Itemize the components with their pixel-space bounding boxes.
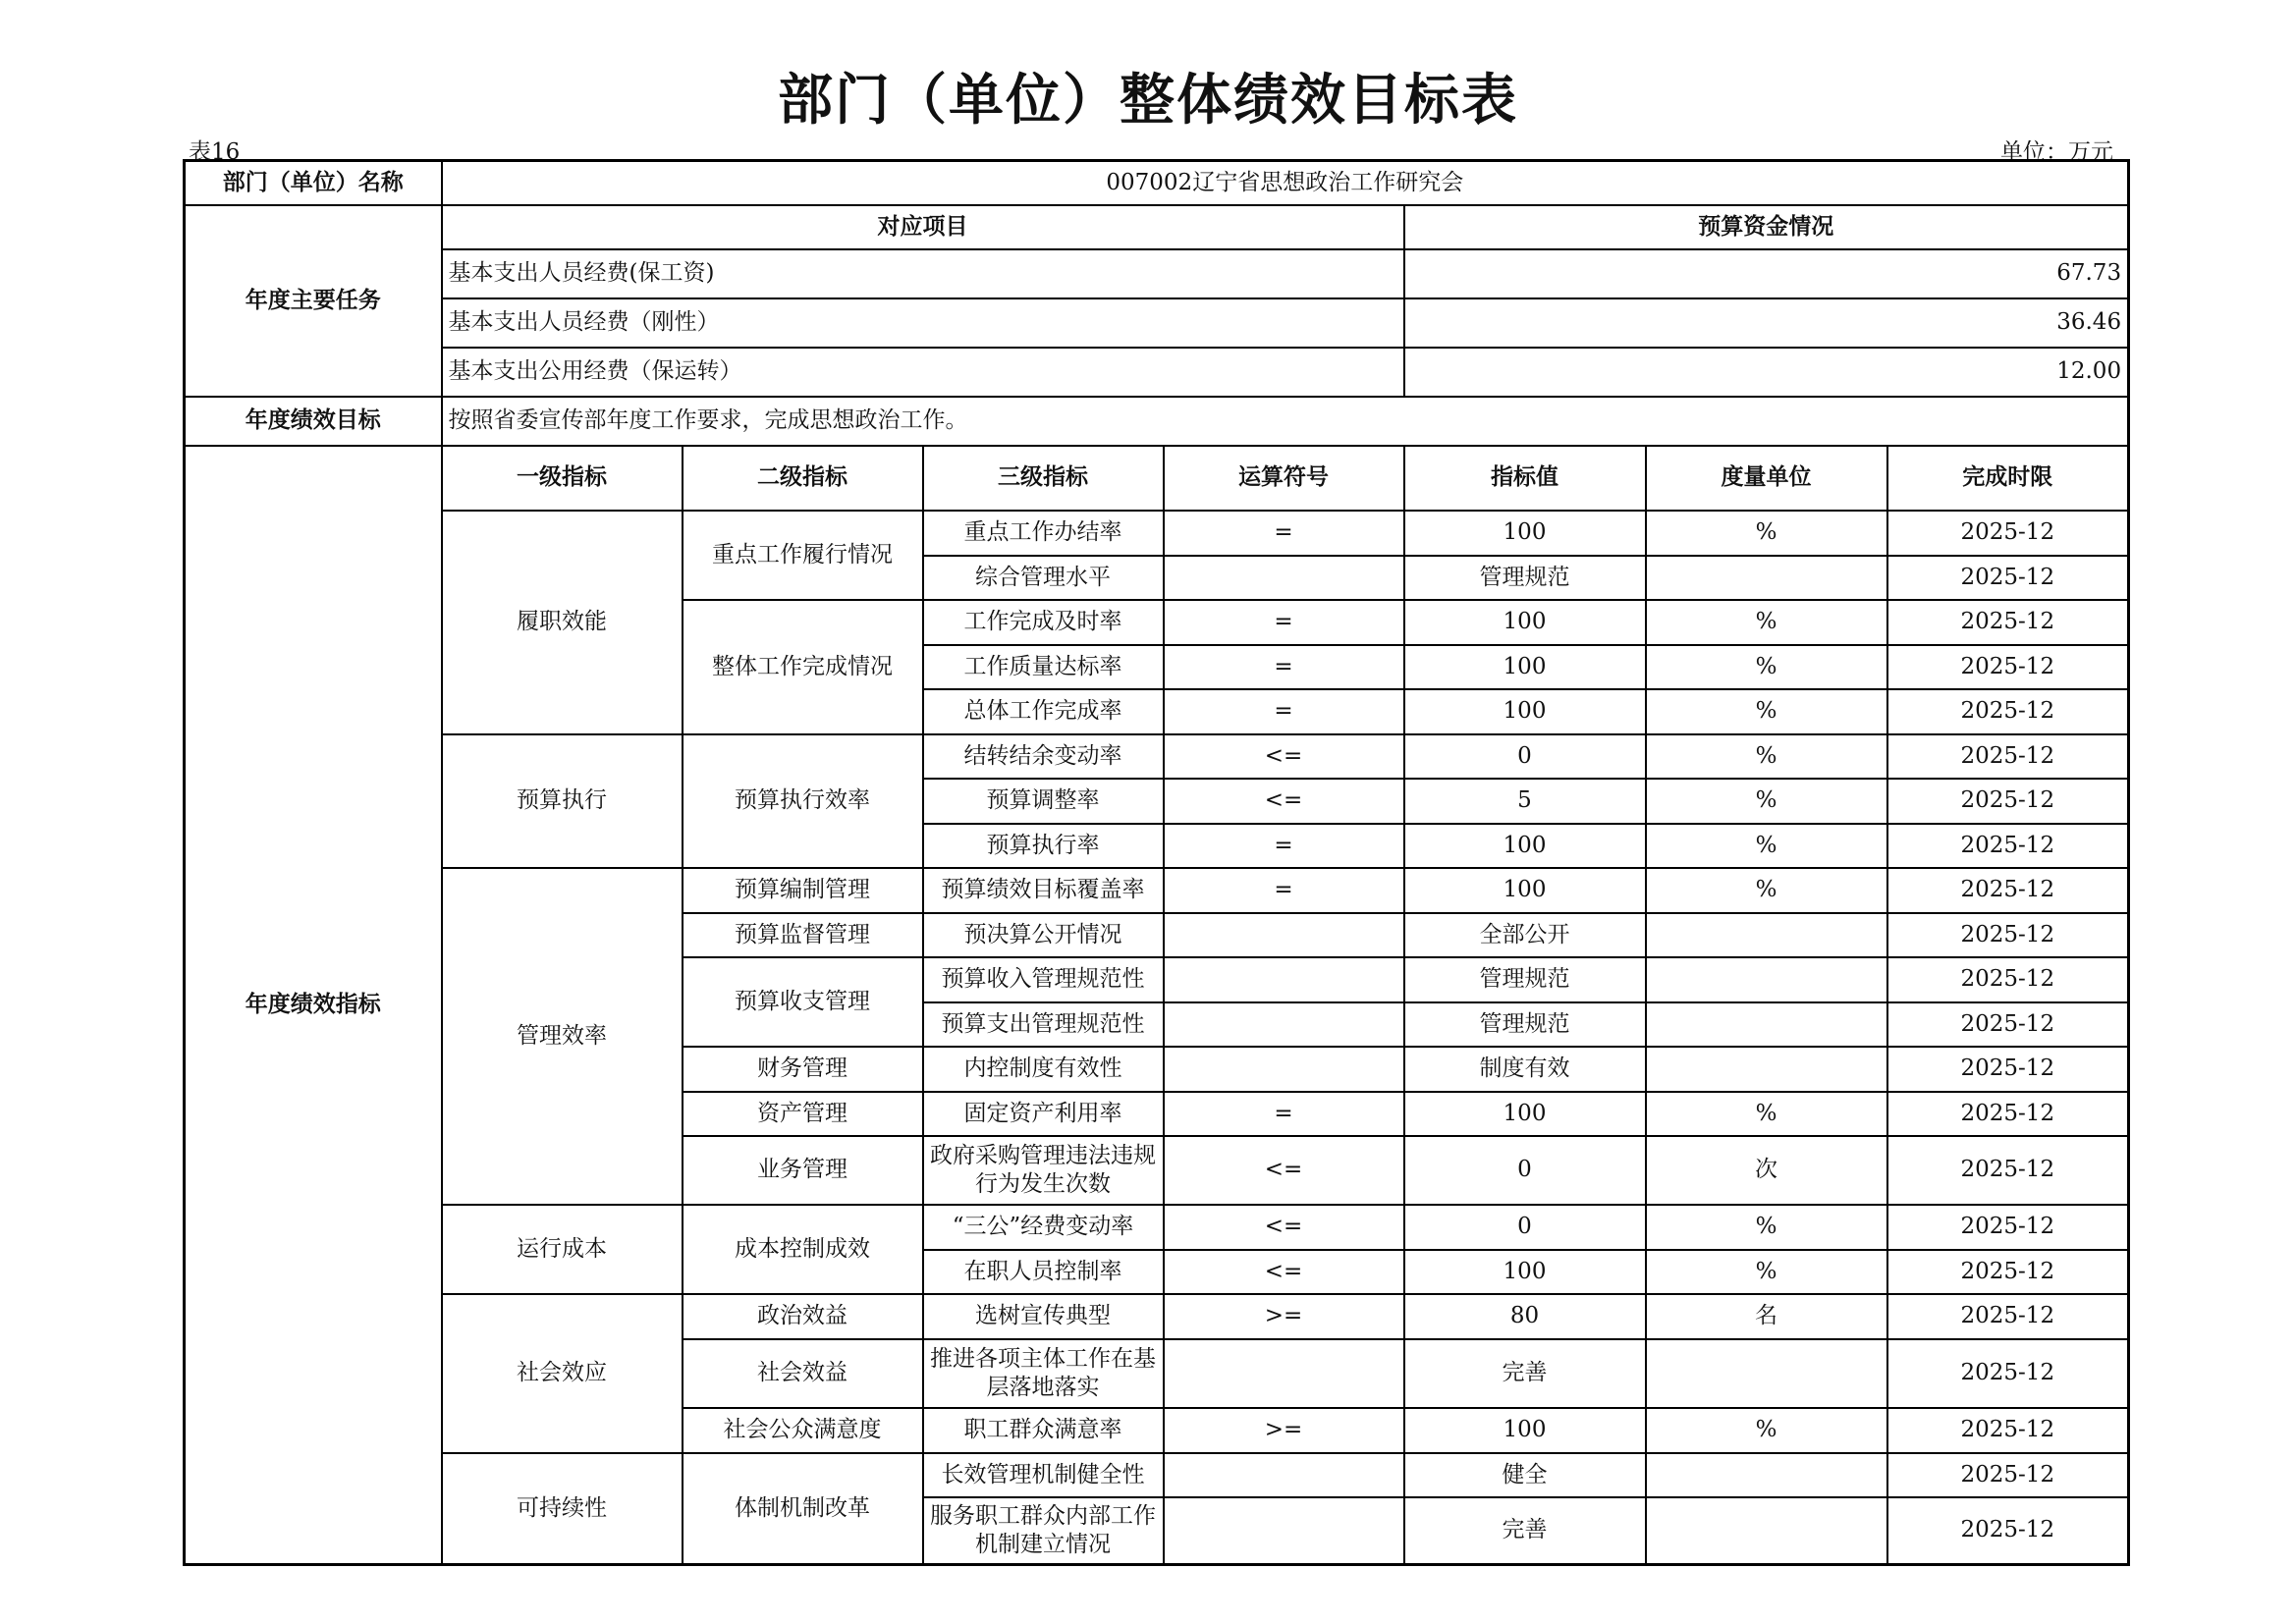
task-name: 基本支出人员经费（刚性） xyxy=(442,298,1404,348)
operator-cell: <= xyxy=(1164,1136,1404,1205)
unit-cell xyxy=(1646,1453,1887,1497)
unit-cell: 名 xyxy=(1646,1294,1887,1339)
level3-cell: 政府采购管理违法违规行为发生次数 xyxy=(923,1136,1164,1205)
level2-cell: 预算收支管理 xyxy=(683,957,923,1047)
operator-cell: >= xyxy=(1164,1408,1404,1453)
level3-cell: 预算执行率 xyxy=(923,824,1164,868)
deadline-cell: 2025-12 xyxy=(1887,1250,2129,1294)
unit-cell: % xyxy=(1646,1092,1887,1136)
value-cell: 管理规范 xyxy=(1404,556,1646,600)
goal-label: 年度绩效目标 xyxy=(185,397,442,446)
value-cell: 100 xyxy=(1404,1408,1646,1453)
operator-cell: = xyxy=(1164,824,1404,868)
unit-cell: % xyxy=(1646,600,1887,645)
level3-cell: 重点工作办结率 xyxy=(923,511,1164,556)
value-cell: 100 xyxy=(1404,645,1646,689)
unit-cell: % xyxy=(1646,511,1887,556)
unit-cell: % xyxy=(1646,779,1887,824)
operator-cell: <= xyxy=(1164,734,1404,779)
value-cell: 100 xyxy=(1404,689,1646,734)
operator-cell xyxy=(1164,1497,1404,1565)
value-cell: 100 xyxy=(1404,824,1646,868)
deadline-cell: 2025-12 xyxy=(1887,734,2129,779)
value-cell: 80 xyxy=(1404,1294,1646,1339)
level2-cell: 社会公众满意度 xyxy=(683,1408,923,1453)
level3-cell: 预算收入管理规范性 xyxy=(923,957,1164,1002)
unit-cell: % xyxy=(1646,689,1887,734)
operator-cell: = xyxy=(1164,868,1404,913)
value-cell: 100 xyxy=(1404,1250,1646,1294)
deadline-cell: 2025-12 xyxy=(1887,556,2129,600)
task-amount: 12.00 xyxy=(1404,348,2129,397)
level1-cell: 运行成本 xyxy=(442,1205,683,1294)
operator-cell: <= xyxy=(1164,1250,1404,1294)
unit-cell: % xyxy=(1646,868,1887,913)
unit-cell xyxy=(1646,913,1887,957)
operator-cell: >= xyxy=(1164,1294,1404,1339)
value-cell: 管理规范 xyxy=(1404,1002,1646,1047)
level1-cell: 社会效应 xyxy=(442,1294,683,1453)
unit-cell xyxy=(1646,957,1887,1002)
indicators-label: 年度绩效指标 xyxy=(185,446,442,1565)
level2-cell: 整体工作完成情况 xyxy=(683,600,923,734)
operator-cell: = xyxy=(1164,689,1404,734)
ind-header: 度量单位 xyxy=(1646,446,1887,511)
level3-cell: 内控制度有效性 xyxy=(923,1047,1164,1092)
deadline-cell: 2025-12 xyxy=(1887,1047,2129,1092)
task-amount: 36.46 xyxy=(1404,298,2129,348)
operator-cell: = xyxy=(1164,645,1404,689)
value-cell: 100 xyxy=(1404,868,1646,913)
level3-cell: 选树宣传典型 xyxy=(923,1294,1164,1339)
tasks-header-budget: 预算资金情况 xyxy=(1404,205,2129,249)
level2-cell: 政治效益 xyxy=(683,1294,923,1339)
level3-cell: 结转结余变动率 xyxy=(923,734,1164,779)
level1-cell: 预算执行 xyxy=(442,734,683,868)
level3-cell: 工作质量达标率 xyxy=(923,645,1164,689)
level2-cell: 预算执行效率 xyxy=(683,734,923,868)
operator-cell: = xyxy=(1164,600,1404,645)
ind-header: 三级指标 xyxy=(923,446,1164,511)
level2-cell: 预算编制管理 xyxy=(683,868,923,913)
value-cell: 0 xyxy=(1404,1205,1646,1250)
deadline-cell: 2025-12 xyxy=(1887,1002,2129,1047)
unit-cell: % xyxy=(1646,1250,1887,1294)
value-cell: 0 xyxy=(1404,734,1646,779)
unit-cell: % xyxy=(1646,1205,1887,1250)
ind-header: 运算符号 xyxy=(1164,446,1404,511)
deadline-cell: 2025-12 xyxy=(1887,1408,2129,1453)
level1-cell: 管理效率 xyxy=(442,868,683,1205)
value-cell: 5 xyxy=(1404,779,1646,824)
operator-cell xyxy=(1164,957,1404,1002)
level3-cell: 预算绩效目标覆盖率 xyxy=(923,868,1164,913)
value-cell: 100 xyxy=(1404,600,1646,645)
operator-cell: <= xyxy=(1164,779,1404,824)
level2-cell: 资产管理 xyxy=(683,1092,923,1136)
deadline-cell: 2025-12 xyxy=(1887,957,2129,1002)
task-amount: 67.73 xyxy=(1404,249,2129,298)
tasks-header-project: 对应项目 xyxy=(442,205,1404,249)
ind-header: 一级指标 xyxy=(442,446,683,511)
unit-cell xyxy=(1646,556,1887,600)
unit-cell: % xyxy=(1646,734,1887,779)
level3-cell: “三公”经费变动率 xyxy=(923,1205,1164,1250)
unit-cell: % xyxy=(1646,824,1887,868)
deadline-cell: 2025-12 xyxy=(1887,1497,2129,1565)
dept-label: 部门（单位）名称 xyxy=(185,161,442,205)
level3-cell: 服务职工群众内部工作机制建立情况 xyxy=(923,1497,1164,1565)
level2-cell: 财务管理 xyxy=(683,1047,923,1092)
unit-cell: 次 xyxy=(1646,1136,1887,1205)
task-name: 基本支出人员经费(保工资) xyxy=(442,249,1404,298)
level3-cell: 总体工作完成率 xyxy=(923,689,1164,734)
ind-header: 指标值 xyxy=(1404,446,1646,511)
level3-cell: 预算调整率 xyxy=(923,779,1164,824)
value-cell: 全部公开 xyxy=(1404,913,1646,957)
level3-cell: 职工群众满意率 xyxy=(923,1408,1164,1453)
operator-cell: = xyxy=(1164,511,1404,556)
level3-cell: 工作完成及时率 xyxy=(923,600,1164,645)
deadline-cell: 2025-12 xyxy=(1887,1453,2129,1497)
operator-cell xyxy=(1164,913,1404,957)
ind-header: 二级指标 xyxy=(683,446,923,511)
operator-cell xyxy=(1164,1047,1404,1092)
page-title: 部门（单位）整体绩效目标表 xyxy=(778,69,1518,133)
value-cell: 制度有效 xyxy=(1404,1047,1646,1092)
table-number: 表16 xyxy=(189,139,241,165)
operator-cell xyxy=(1164,1453,1404,1497)
operator-cell: <= xyxy=(1164,1205,1404,1250)
level1-cell: 可持续性 xyxy=(442,1453,683,1565)
level2-cell: 预算监督管理 xyxy=(683,913,923,957)
operator-cell xyxy=(1164,556,1404,600)
deadline-cell: 2025-12 xyxy=(1887,824,2129,868)
value-cell: 完善 xyxy=(1404,1339,1646,1408)
tasks-label: 年度主要任务 xyxy=(185,205,442,397)
task-name: 基本支出公用经费（保运转） xyxy=(442,348,1404,397)
level2-cell: 社会效益 xyxy=(683,1339,923,1408)
deadline-cell: 2025-12 xyxy=(1887,913,2129,957)
unit-cell xyxy=(1646,1047,1887,1092)
unit-cell xyxy=(1646,1339,1887,1408)
deadline-cell: 2025-12 xyxy=(1887,868,2129,913)
unit-cell xyxy=(1646,1002,1887,1047)
value-cell: 完善 xyxy=(1404,1497,1646,1565)
level2-cell: 重点工作履行情况 xyxy=(683,511,923,600)
unit-cell: % xyxy=(1646,645,1887,689)
deadline-cell: 2025-12 xyxy=(1887,511,2129,556)
level2-cell: 体制机制改革 xyxy=(683,1453,923,1565)
deadline-cell: 2025-12 xyxy=(1887,1136,2129,1205)
performance-table xyxy=(183,159,2130,1566)
dept-name: 007002辽宁省思想政治工作研究会 xyxy=(442,161,2129,205)
deadline-cell: 2025-12 xyxy=(1887,779,2129,824)
level3-cell: 固定资产利用率 xyxy=(923,1092,1164,1136)
level3-cell: 推进各项主体工作在基层落地落实 xyxy=(923,1339,1164,1408)
deadline-cell: 2025-12 xyxy=(1887,1339,2129,1408)
level2-cell: 成本控制成效 xyxy=(683,1205,923,1294)
level3-cell: 预决算公开情况 xyxy=(923,913,1164,957)
value-cell: 100 xyxy=(1404,511,1646,556)
deadline-cell: 2025-12 xyxy=(1887,689,2129,734)
deadline-cell: 2025-12 xyxy=(1887,1294,2129,1339)
level2-cell: 业务管理 xyxy=(683,1136,923,1205)
operator-cell xyxy=(1164,1339,1404,1408)
level3-cell: 综合管理水平 xyxy=(923,556,1164,600)
value-cell: 健全 xyxy=(1404,1453,1646,1497)
ind-header: 完成时限 xyxy=(1887,446,2129,511)
deadline-cell: 2025-12 xyxy=(1887,1205,2129,1250)
unit-cell xyxy=(1646,1497,1887,1565)
level3-cell: 在职人员控制率 xyxy=(923,1250,1164,1294)
level1-cell: 履职效能 xyxy=(442,511,683,734)
unit-cell: % xyxy=(1646,1408,1887,1453)
value-cell: 0 xyxy=(1404,1136,1646,1205)
operator-cell xyxy=(1164,1002,1404,1047)
level3-cell: 长效管理机制健全性 xyxy=(923,1453,1164,1497)
deadline-cell: 2025-12 xyxy=(1887,645,2129,689)
value-cell: 管理规范 xyxy=(1404,957,1646,1002)
operator-cell: = xyxy=(1164,1092,1404,1136)
deadline-cell: 2025-12 xyxy=(1887,1092,2129,1136)
level3-cell: 预算支出管理规范性 xyxy=(923,1002,1164,1047)
value-cell: 100 xyxy=(1404,1092,1646,1136)
unit-label: 单位：万元 xyxy=(2000,139,2113,165)
goal-text: 按照省委宣传部年度工作要求，完成思想政治工作。 xyxy=(442,397,2129,446)
deadline-cell: 2025-12 xyxy=(1887,600,2129,645)
